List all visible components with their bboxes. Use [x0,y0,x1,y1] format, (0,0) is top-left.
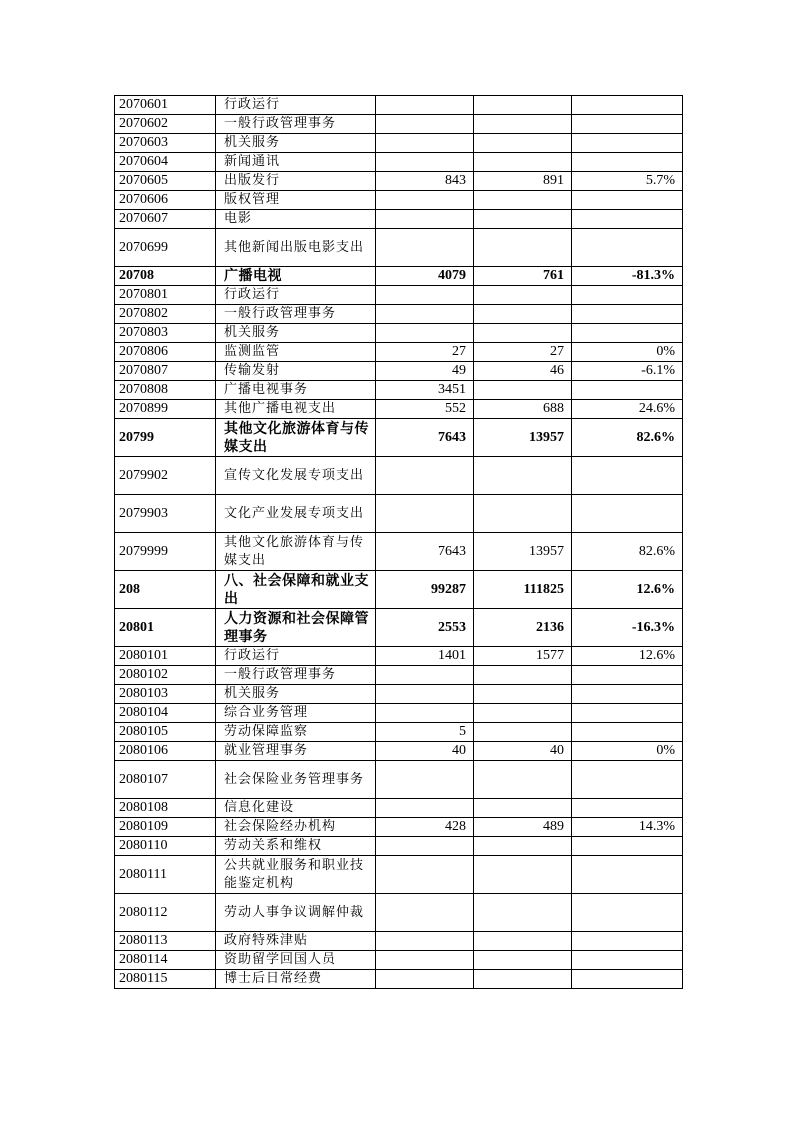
subject-name-cell: 行政运行 [216,286,376,305]
subject-code-cell: 2070601 [115,96,216,115]
subject-code-cell: 2080109 [115,818,216,837]
growth-rate-cell [572,191,683,210]
growth-rate-cell [572,210,683,229]
subject-code-cell: 2070803 [115,324,216,343]
current-year-amount-cell: 2136 [474,609,572,647]
current-year-amount-cell [474,134,572,153]
subject-code-cell: 20799 [115,419,216,457]
prior-year-amount-cell: 2553 [376,609,474,647]
prior-year-amount-cell [376,932,474,951]
subject-name-cell: 公共就业服务和职业技能鉴定机构 [216,856,376,894]
subject-code-cell: 2080112 [115,894,216,932]
current-year-amount-cell [474,153,572,172]
subject-name-cell: 政府特殊津贴 [216,932,376,951]
growth-rate-cell: 14.3% [572,818,683,837]
subject-name-cell: 社会保险经办机构 [216,818,376,837]
prior-year-amount-cell [376,191,474,210]
prior-year-amount-cell [376,457,474,495]
growth-rate-cell [572,134,683,153]
growth-rate-cell: -6.1% [572,362,683,381]
prior-year-amount-cell: 40 [376,742,474,761]
growth-rate-cell [572,96,683,115]
prior-year-amount-cell [376,856,474,894]
current-year-amount-cell [474,970,572,989]
growth-rate-cell: 82.6% [572,419,683,457]
prior-year-amount-cell [376,305,474,324]
table-row [115,191,683,210]
table-row [115,210,683,229]
subject-name-cell: 八、社会保障和就业支出 [216,571,376,609]
table-row [115,894,683,932]
current-year-amount-cell [474,761,572,799]
subject-code-cell: 2070605 [115,172,216,191]
prior-year-amount-cell [376,134,474,153]
table-row [115,267,683,286]
subject-name-cell: 资助留学回国人员 [216,951,376,970]
table-row [115,305,683,324]
growth-rate-cell [572,153,683,172]
budget-table [114,95,683,989]
table-row [115,571,683,609]
growth-rate-cell [572,666,683,685]
table-row [115,362,683,381]
subject-code-cell: 2070801 [115,286,216,305]
growth-rate-cell [572,495,683,533]
current-year-amount-cell [474,704,572,723]
subject-code-cell: 2070808 [115,381,216,400]
subject-name-cell: 劳动关系和维权 [216,837,376,856]
budget-table-page [114,95,682,989]
table-row [115,647,683,666]
subject-name-cell: 新闻通讯 [216,153,376,172]
prior-year-amount-cell [376,685,474,704]
table-row [115,153,683,172]
subject-code-cell: 2080113 [115,932,216,951]
subject-code-cell: 2070699 [115,229,216,267]
prior-year-amount-cell: 49 [376,362,474,381]
subject-name-cell: 广播电视事务 [216,381,376,400]
prior-year-amount-cell [376,495,474,533]
growth-rate-cell: 12.6% [572,647,683,666]
prior-year-amount-cell [376,666,474,685]
current-year-amount-cell: 688 [474,400,572,419]
subject-code-cell: 2079903 [115,495,216,533]
growth-rate-cell [572,799,683,818]
growth-rate-cell: 5.7% [572,172,683,191]
current-year-amount-cell [474,381,572,400]
table-row [115,400,683,419]
table-row [115,286,683,305]
subject-name-cell: 其他新闻出版电影支出 [216,229,376,267]
table-row [115,324,683,343]
table-row [115,666,683,685]
prior-year-amount-cell [376,210,474,229]
budget-table-body [115,96,683,989]
table-row [115,970,683,989]
current-year-amount-cell [474,723,572,742]
current-year-amount-cell [474,96,572,115]
current-year-amount-cell [474,799,572,818]
subject-code-cell: 2070802 [115,305,216,324]
subject-code-cell: 2080105 [115,723,216,742]
prior-year-amount-cell [376,894,474,932]
table-row [115,343,683,362]
subject-code-cell: 20708 [115,267,216,286]
prior-year-amount-cell: 27 [376,343,474,362]
subject-name-cell: 就业管理事务 [216,742,376,761]
subject-name-cell: 电影 [216,210,376,229]
prior-year-amount-cell: 1401 [376,647,474,666]
subject-code-cell: 2080106 [115,742,216,761]
table-row [115,856,683,894]
subject-code-cell: 208 [115,571,216,609]
current-year-amount-cell [474,856,572,894]
growth-rate-cell [572,856,683,894]
prior-year-amount-cell [376,799,474,818]
subject-name-cell: 其他文化旅游体育与传媒支出 [216,419,376,457]
prior-year-amount-cell: 3451 [376,381,474,400]
subject-code-cell: 2070607 [115,210,216,229]
subject-code-cell: 2070807 [115,362,216,381]
growth-rate-cell [572,970,683,989]
subject-code-cell: 2080108 [115,799,216,818]
prior-year-amount-cell: 843 [376,172,474,191]
growth-rate-cell [572,761,683,799]
subject-code-cell: 2080103 [115,685,216,704]
prior-year-amount-cell [376,229,474,267]
current-year-amount-cell [474,894,572,932]
current-year-amount-cell [474,210,572,229]
current-year-amount-cell: 13957 [474,533,572,571]
current-year-amount-cell [474,457,572,495]
current-year-amount-cell [474,837,572,856]
table-row [115,419,683,457]
current-year-amount-cell [474,685,572,704]
prior-year-amount-cell [376,837,474,856]
growth-rate-cell [572,381,683,400]
subject-name-cell: 广播电视 [216,267,376,286]
subject-name-cell: 劳动保障监察 [216,723,376,742]
subject-name-cell: 人力资源和社会保障管理事务 [216,609,376,647]
growth-rate-cell: 12.6% [572,571,683,609]
subject-code-cell: 2080110 [115,837,216,856]
subject-name-cell: 信息化建设 [216,799,376,818]
current-year-amount-cell: 1577 [474,647,572,666]
growth-rate-cell: 24.6% [572,400,683,419]
table-row [115,837,683,856]
subject-code-cell: 2070602 [115,115,216,134]
prior-year-amount-cell: 552 [376,400,474,419]
subject-name-cell: 行政运行 [216,96,376,115]
current-year-amount-cell [474,115,572,134]
subject-code-cell: 2080114 [115,951,216,970]
growth-rate-cell: -16.3% [572,609,683,647]
table-row [115,134,683,153]
subject-code-cell: 2079902 [115,457,216,495]
prior-year-amount-cell [376,324,474,343]
subject-code-cell: 2070899 [115,400,216,419]
prior-year-amount-cell [376,153,474,172]
table-row [115,457,683,495]
current-year-amount-cell [474,286,572,305]
subject-name-cell: 版权管理 [216,191,376,210]
growth-rate-cell [572,457,683,495]
subject-code-cell: 2079999 [115,533,216,571]
subject-name-cell: 出版发行 [216,172,376,191]
growth-rate-cell: 0% [572,742,683,761]
subject-code-cell: 2080104 [115,704,216,723]
subject-name-cell: 机关服务 [216,685,376,704]
subject-name-cell: 劳动人事争议调解仲裁 [216,894,376,932]
table-row [115,932,683,951]
growth-rate-cell: 0% [572,343,683,362]
subject-name-cell: 监测监管 [216,343,376,362]
prior-year-amount-cell: 7643 [376,419,474,457]
current-year-amount-cell: 13957 [474,419,572,457]
current-year-amount-cell [474,305,572,324]
current-year-amount-cell: 111825 [474,571,572,609]
subject-code-cell: 2080101 [115,647,216,666]
table-row [115,704,683,723]
table-row [115,951,683,970]
subject-name-cell: 宣传文化发展专项支出 [216,457,376,495]
subject-code-cell: 2070806 [115,343,216,362]
table-row [115,495,683,533]
table-row [115,685,683,704]
growth-rate-cell [572,723,683,742]
subject-name-cell: 机关服务 [216,134,376,153]
subject-name-cell: 博士后日常经费 [216,970,376,989]
subject-name-cell: 行政运行 [216,647,376,666]
prior-year-amount-cell [376,286,474,305]
current-year-amount-cell: 489 [474,818,572,837]
subject-name-cell: 文化产业发展专项支出 [216,495,376,533]
prior-year-amount-cell [376,704,474,723]
growth-rate-cell [572,685,683,704]
growth-rate-cell [572,115,683,134]
subject-name-cell: 一般行政管理事务 [216,115,376,134]
subject-code-cell: 2080107 [115,761,216,799]
growth-rate-cell [572,837,683,856]
growth-rate-cell: -81.3% [572,267,683,286]
current-year-amount-cell [474,229,572,267]
prior-year-amount-cell [376,96,474,115]
table-row [115,381,683,400]
subject-code-cell: 20801 [115,609,216,647]
subject-name-cell: 其他文化旅游体育与传媒支出 [216,533,376,571]
table-row [115,115,683,134]
subject-name-cell: 机关服务 [216,324,376,343]
growth-rate-cell [572,951,683,970]
growth-rate-cell [572,704,683,723]
prior-year-amount-cell [376,115,474,134]
growth-rate-cell [572,286,683,305]
current-year-amount-cell: 761 [474,267,572,286]
current-year-amount-cell: 46 [474,362,572,381]
current-year-amount-cell [474,191,572,210]
subject-name-cell: 社会保险业务管理事务 [216,761,376,799]
table-row [115,818,683,837]
prior-year-amount-cell: 99287 [376,571,474,609]
current-year-amount-cell [474,951,572,970]
current-year-amount-cell: 40 [474,742,572,761]
current-year-amount-cell [474,666,572,685]
prior-year-amount-cell: 7643 [376,533,474,571]
growth-rate-cell [572,305,683,324]
prior-year-amount-cell [376,951,474,970]
growth-rate-cell [572,932,683,951]
table-row [115,723,683,742]
prior-year-amount-cell [376,970,474,989]
subject-name-cell: 其他广播电视支出 [216,400,376,419]
subject-code-cell: 2070603 [115,134,216,153]
table-row [115,96,683,115]
current-year-amount-cell: 27 [474,343,572,362]
growth-rate-cell: 82.6% [572,533,683,571]
subject-name-cell: 传输发射 [216,362,376,381]
current-year-amount-cell [474,932,572,951]
table-row [115,609,683,647]
subject-code-cell: 2080115 [115,970,216,989]
subject-code-cell: 2080111 [115,856,216,894]
subject-code-cell: 2070604 [115,153,216,172]
table-row [115,533,683,571]
table-row [115,172,683,191]
table-row [115,799,683,818]
subject-code-cell: 2080102 [115,666,216,685]
table-row [115,761,683,799]
table-row [115,229,683,267]
subject-code-cell: 2070606 [115,191,216,210]
growth-rate-cell [572,324,683,343]
prior-year-amount-cell: 428 [376,818,474,837]
subject-name-cell: 一般行政管理事务 [216,666,376,685]
current-year-amount-cell [474,324,572,343]
prior-year-amount-cell: 4079 [376,267,474,286]
current-year-amount-cell [474,495,572,533]
growth-rate-cell [572,894,683,932]
prior-year-amount-cell [376,761,474,799]
subject-name-cell: 一般行政管理事务 [216,305,376,324]
table-row [115,742,683,761]
subject-name-cell: 综合业务管理 [216,704,376,723]
growth-rate-cell [572,229,683,267]
current-year-amount-cell: 891 [474,172,572,191]
prior-year-amount-cell: 5 [376,723,474,742]
